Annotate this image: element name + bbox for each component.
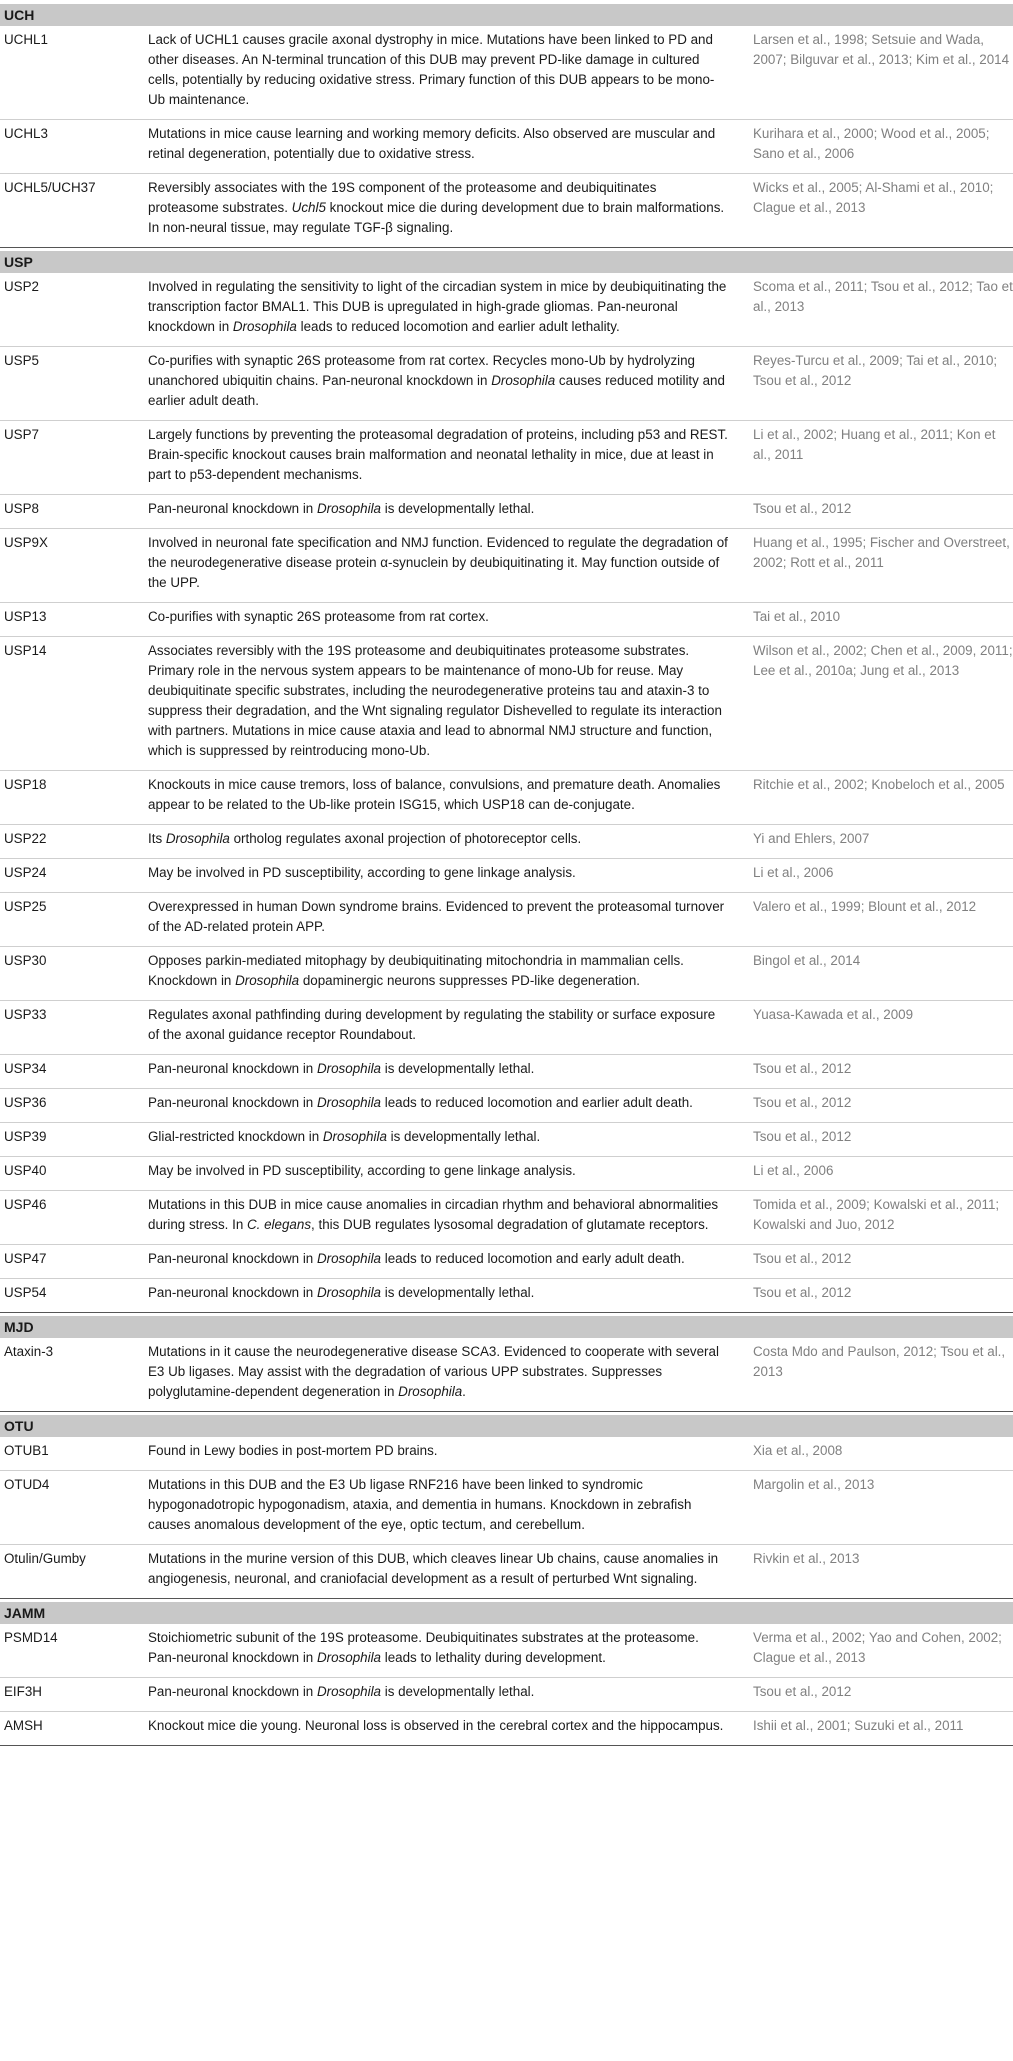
italic-term: C. elegans [247,1217,312,1232]
function-text: is developmentally lethal. [381,501,535,516]
italic-term: Drosophila [316,1684,381,1699]
dub-references: Ritchie et al., 2002; Knobeloch et al., 2005 [753,777,1005,792]
dub-references: Tomida et al., 2009; Kowalski et al., 2011; Kowalski and Juo, 2012 [753,1197,1000,1232]
dub-function [148,1161,748,1181]
function-text: Mutations in it cause the neurodegenerative disease SCA3. Evidenced to cooperate with several E3 Ub ligases. May assist with the degradation of various UPP substrates. Suppresses polyglutamine-dependent degeneration in [148,1344,719,1399]
function-text: Involved in regulating the sensitivity to light of the circadian system in mice by deubiquitinating the transcription factor BMAL1. This DUB is upregulated in high-grade gliomas. Pan-neuronal knockdown in [148,279,727,334]
dub-name: USP46 [4,1197,47,1212]
dub-function [148,1283,748,1303]
table-row [0,893,1013,947]
function-text: Reversibly associates with the 19S component of the proteasome and deubiquitinates proteasome substrates. [148,180,657,215]
dub-name: USP54 [4,1285,47,1300]
dub-name: USP18 [4,777,47,792]
dub-function [148,775,748,815]
dub-name: OTUB1 [4,1443,49,1458]
dub-function [148,1059,748,1079]
dub-function [148,897,748,937]
table-row [0,529,1013,603]
dub-name: AMSH [4,1718,43,1733]
dub-function [148,641,748,761]
table-row [0,1157,1013,1191]
table-row [0,1712,1013,1746]
dub-references: Bingol et al., 2014 [753,953,861,968]
function-text: Knockout mice die young. Neuronal loss is observed in the cerebral cortex and the hippocampus. [148,1718,724,1733]
function-text: Found in Lewy bodies in post-mortem PD brains. [148,1443,438,1458]
dub-function [148,1195,748,1235]
dub-function [148,607,748,627]
dub-function [148,1441,748,1461]
table-row [0,1055,1013,1089]
dub-name: USP9X [4,535,48,550]
dub-name: USP14 [4,643,47,658]
dub-references: Tsou et al., 2012 [753,1285,852,1300]
table-row [0,637,1013,771]
dub-function [148,1127,748,1147]
dub-name: USP30 [4,953,47,968]
dub-function [148,277,748,337]
function-text: Co-purifies with synaptic 26S proteasome from rat cortex. [148,609,489,624]
dub-references: Costa Mdo and Paulson, 2012; Tsou et al., 2013 [753,1344,1006,1379]
dub-name: USP47 [4,1251,47,1266]
dub-references: Yuasa-Kawada et al., 2009 [753,1007,914,1022]
table-row [0,273,1013,347]
function-text: knockout mice die during development due to brain malformations. In non-neural tissue, may regulate TGF-β signaling. [148,200,725,235]
function-text: ortholog regulates axonal projection of photoreceptor cells. [229,831,582,846]
dub-name: USP34 [4,1061,47,1076]
table-row [0,1471,1013,1545]
dub-references: Tsou et al., 2012 [753,501,852,516]
function-text: Involved in neuronal fate specification and NMJ function. Evidenced to regulate the degradation of the neurodegenerative disease protein α-synuclein by deubiquitinating it. May function outside of the UPP. [148,535,728,590]
function-text: Mutations in this DUB in mice cause anomalies in circadian rhythm and behavioral abnormalities during stress. In [148,1197,719,1232]
table-row [0,859,1013,893]
table-row [0,1123,1013,1157]
dub-function [148,1682,748,1702]
dub-name: USP39 [4,1129,47,1144]
dub-references: Li et al., 2006 [753,1163,834,1178]
dub-function [148,124,748,164]
dub-function [148,1093,748,1113]
dub-function [148,425,748,485]
function-text: Mutations in the murine version of this DUB, which cleaves linear Ub chains, cause anomalies in angiogenesis, neuronal, and craniofacial development as a result of perturbed Wnt signaling. [148,1551,719,1586]
dub-references: Wilson et al., 2002; Chen et al., 2009, 2011; Lee et al., 2010a; Jung et al., 2013 [753,643,1013,678]
function-text: leads to reduced locomotion and earlier adult death. [381,1095,693,1110]
dub-references: Tsou et al., 2012 [753,1251,852,1266]
table-row [0,1678,1013,1712]
section-header: OTU [0,1415,1013,1437]
function-text: Overexpressed in human Down syndrome brains. Evidenced to prevent the proteasomal turnover of the AD-related protein APP. [148,899,725,934]
section-header: MJD [0,1316,1013,1338]
table-row [0,120,1013,174]
italic-term: Uchl5 [291,200,326,215]
dub-name: USP7 [4,427,39,442]
dub-references: Tsou et al., 2012 [753,1129,852,1144]
dub-references: Reyes-Turcu et al., 2009; Tai et al., 2010; Tsou et al., 2012 [753,353,998,388]
dub-references: Ishii et al., 2001; Suzuki et al., 2011 [753,1718,964,1733]
function-text: Largely functions by preventing the proteasomal degradation of proteins, including p53 and REST. Brain-specific knockout causes brain malformation and neonatal lethality in mice, due at least in part to p53-dependent mechanisms. [148,427,728,482]
table-row [0,1545,1013,1599]
dub-function [148,1628,748,1668]
italic-term: Drosophila [316,1095,381,1110]
dub-references: Margolin et al., 2013 [753,1477,875,1492]
dub-function [148,30,748,110]
dub-references: Tsou et al., 2012 [753,1684,852,1699]
table-row [0,947,1013,1001]
function-text: Pan-neuronal knockdown in [148,1095,317,1110]
italic-term: Drosophila [491,373,556,388]
dub-references: Wicks et al., 2005; Al-Shami et al., 2010; Clague et al., 2013 [753,180,994,215]
table-row [0,1001,1013,1055]
dub-function [148,178,748,238]
dub-references: Li et al., 2006 [753,865,834,880]
dub-references: Tai et al., 2010 [753,609,841,624]
table-row [0,347,1013,421]
italic-term: Drosophila [232,319,297,334]
function-text: Lack of UCHL1 causes gracile axonal dystrophy in mice. Mutations have been linked to PD and other diseases. An N-terminal truncation of this DUB may prevent PD-like damage in cultured cells, potentially by reducing oxidative stress. Primary function of this DUB appears to be mono-Ub maintenance. [148,32,715,107]
dub-name: USP24 [4,865,47,880]
dub-references: Li et al., 2002; Huang et al., 2011; Kon et al., 2011 [753,427,996,462]
dub-name: USP5 [4,353,39,368]
dub-function [148,1342,748,1402]
dub-name: PSMD14 [4,1630,58,1645]
italic-term: Drosophila [235,973,300,988]
function-text: Opposes parkin-mediated mitophagy by deubiquitinating mitochondria in mammalian cells. Knockdown in [148,953,684,988]
table-row [0,825,1013,859]
function-text: Glial-restricted knockdown in [148,1129,323,1144]
function-text: Co-purifies with synaptic 26S proteasome from rat cortex. Recycles mono-Ub by hydrolyzing unanchored ubiquitin chains. Pan-neuronal knockdown in [148,353,696,388]
dub-name: USP8 [4,501,39,516]
table-row [0,1624,1013,1678]
function-text: Mutations in mice cause learning and working memory deficits. Also observed are muscular and retinal degeneration, potentially due to oxidative stress. [148,126,716,161]
dub-function [148,1475,748,1535]
dub-references: Scoma et al., 2011; Tsou et al., 2012; Tao et al., 2013 [753,279,1013,314]
dub-function [148,499,748,519]
function-text: May be involved in PD susceptibility, according to gene linkage analysis. [148,865,576,880]
dub-name: USP2 [4,279,39,294]
table-row [0,495,1013,529]
dub-function [148,829,748,849]
table-row [0,26,1013,120]
dub-references: Verma et al., 2002; Yao and Cohen, 2002; Clague et al., 2013 [753,1630,1002,1665]
dub-function [148,1249,748,1269]
function-text: is developmentally lethal. [381,1061,535,1076]
dub-name: UCHL3 [4,126,48,141]
function-text: Pan-neuronal knockdown in [148,1285,317,1300]
table-row [0,1191,1013,1245]
dub-name: UCHL1 [4,32,48,47]
function-text: Pan-neuronal knockdown in [148,501,317,516]
function-text: is developmentally lethal. [386,1129,541,1144]
dub-name: Otulin/Gumby [4,1551,86,1566]
italic-term: Drosophila [165,831,230,846]
function-text: Associates reversibly with the 19S proteasome and deubiquitinates proteasome substrates. Primary role in the nervous system appears to be maintenance of mono-Ub for reuse. May deubiquitinate specific substrates, including the neurodegenerative proteins tau and ataxin-3 to suppress their degradation, and the Wnt signaling regulator Dishevelled to regulate its interaction with partners. Mutations in mice cause ataxia and lead to abnormal NMJ structure and function, which is suppressed by reintroducing mono-Ub. [148,643,722,758]
table-row [0,421,1013,495]
dub-function [148,351,748,411]
dub-references: Valero et al., 1999; Blount et al., 2012 [753,899,977,914]
dub-name: UCHL5/UCH37 [4,180,96,195]
dub-name: OTUD4 [4,1477,50,1492]
dub-function [148,863,748,883]
table-row [0,771,1013,825]
function-text: Pan-neuronal knockdown in [148,1251,317,1266]
function-text: dopaminergic neurons suppresses PD-like degeneration. [299,973,641,988]
function-text: Knockouts in mice cause tremors, loss of balance, convulsions, and premature death. Anomalies appear to be related to the Ub-like protein ISG15, which USP18 can de-conjugate. [148,777,721,812]
dub-references: Tsou et al., 2012 [753,1061,852,1076]
dub-references: Xia et al., 2008 [753,1443,843,1458]
function-text: leads to reduced locomotion and earlier adult lethality. [296,319,620,334]
section-header: UCH [0,4,1013,26]
dub-references: Larsen et al., 1998; Setsuie and Wada, 2007; Bilguvar et al., 2013; Kim et al., 2014 [753,32,1010,67]
italic-term: Drosophila [316,1061,381,1076]
dub-name: USP25 [4,899,47,914]
italic-term: Drosophila [316,501,381,516]
function-text: Its [148,831,166,846]
table-row [0,1245,1013,1279]
dub-name: EIF3H [4,1684,42,1699]
dub-name: USP22 [4,831,47,846]
dub-function [148,533,748,593]
dub-name: Ataxin-3 [4,1344,54,1359]
dub-references: Kurihara et al., 2000; Wood et al., 2005; Sano et al., 2006 [753,126,990,161]
dub-function [148,951,748,991]
italic-term: Drosophila [398,1384,463,1399]
function-text: is developmentally lethal. [381,1285,535,1300]
table-row [0,1338,1013,1412]
dub-name: USP33 [4,1007,47,1022]
function-text: Stoichiometric subunit of the 19S proteasome. Deubiquitinates substrates at the proteasome. Pan-neuronal knockdown in [148,1630,699,1665]
function-text: Pan-neuronal knockdown in [148,1061,317,1076]
function-text: leads to lethality during development. [381,1650,606,1665]
function-text: leads to reduced locomotion and early adult death. [381,1251,685,1266]
dub-name: USP40 [4,1163,47,1178]
section-header: JAMM [0,1602,1013,1624]
dub-references: Huang et al., 1995; Fischer and Overstreet, 2002; Rott et al., 2011 [753,535,1010,570]
function-text: . [462,1384,466,1399]
italic-term: Drosophila [316,1285,381,1300]
section-header: USP [0,251,1013,273]
table-row [0,1089,1013,1123]
dub-function [148,1549,748,1589]
function-text: Regulates axonal pathfinding during development by regulating the stability or surface exposure of the axonal guidance receptor Roundabout. [148,1007,716,1042]
function-text: , this DUB regulates lysosomal degradation of glutamate receptors. [311,1217,709,1232]
function-text: causes reduced motility and earlier adult death. [148,373,725,408]
italic-term: Drosophila [322,1129,387,1144]
italic-term: Drosophila [316,1650,381,1665]
dub-references: Yi and Ehlers, 2007 [753,831,870,846]
function-text: Mutations in this DUB and the E3 Ub ligase RNF216 have been linked to syndromic hypogonadotropic hypogonadism, ataxia, and dementia in humans. Knockdown in zebrafish causes anomalous development of the eye, optic tectum, and cerebellum. [148,1477,692,1532]
dub-references: Tsou et al., 2012 [753,1095,852,1110]
table-row [0,1437,1013,1471]
dub-function [148,1716,748,1736]
function-text: Pan-neuronal knockdown in [148,1684,317,1699]
table-row [0,1279,1013,1313]
table-row [0,174,1013,248]
function-text: is developmentally lethal. [381,1684,535,1699]
italic-term: Drosophila [316,1251,381,1266]
table-row [0,603,1013,637]
dub-name: USP36 [4,1095,47,1110]
dub-function [148,1005,748,1045]
dub-name: USP13 [4,609,47,624]
function-text: May be involved in PD susceptibility, according to gene linkage analysis. [148,1163,576,1178]
dub-references: Rivkin et al., 2013 [753,1551,860,1566]
